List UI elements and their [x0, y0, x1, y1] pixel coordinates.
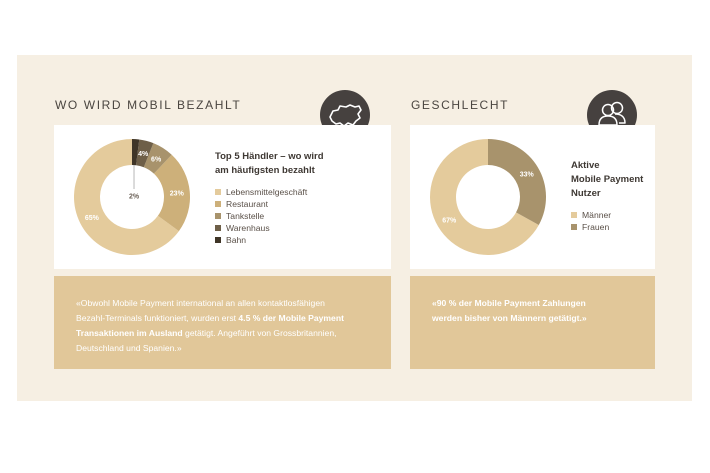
quote-text: Bezahl-Terminals funktioniert, wurden erst	[76, 313, 239, 323]
legend-item	[215, 234, 307, 246]
legend-label: Männer	[582, 210, 612, 220]
slice-value-label: 67%	[442, 217, 457, 225]
slice-value-label: 2%	[128, 193, 140, 201]
legend-swatch	[571, 212, 577, 218]
legend-title-gender	[571, 159, 643, 201]
quote-box-abroad	[54, 276, 391, 369]
quote-highlight: 4.5 % der Mobile Payment	[238, 313, 344, 323]
quote-text: getätigt. Angeführt von Grossbritannien,	[182, 328, 337, 338]
slice-value-label: 65%	[84, 214, 99, 222]
legend-title-line2: Mobile Payment	[571, 174, 644, 185]
legend-title-line3: Nutzer	[571, 188, 601, 199]
legend-item	[215, 210, 307, 222]
quote-line	[76, 326, 376, 341]
legend-item	[571, 209, 611, 221]
donut-chart-merchants	[54, 125, 194, 269]
section-title-gender: GESCHLECHT	[411, 98, 510, 112]
legend-item	[215, 186, 307, 198]
legend-merchants	[215, 186, 307, 246]
quote-line: werden bisher von Männern getätigt.»	[432, 313, 587, 323]
legend-gender	[571, 209, 611, 233]
legend-title-merchants	[215, 150, 324, 178]
legend-label: Bahn	[226, 235, 247, 245]
section-title-where: WO WIRD MOBIL BEZAHLT	[55, 98, 242, 112]
legend-label: Restaurant	[226, 199, 269, 209]
legend-label: Warenhaus	[226, 223, 270, 233]
legend-label: Frauen	[582, 222, 610, 232]
legend-swatch	[571, 224, 577, 230]
slice-value-label: 33%	[519, 171, 534, 179]
legend-title-line1: Aktive	[571, 160, 600, 171]
legend-swatch	[215, 213, 221, 219]
legend-item	[571, 221, 611, 233]
quote-line: Deutschland und Spanien.»	[76, 343, 182, 353]
legend-item	[215, 198, 307, 210]
legend-title-line1: Top 5 Händler – wo wird	[215, 151, 324, 162]
legend-swatch	[215, 237, 221, 243]
legend-swatch	[215, 225, 221, 231]
legend-label: Tankstelle	[226, 211, 265, 221]
quote-line	[76, 311, 376, 326]
donut-slice-frauen	[488, 139, 546, 225]
slice-value-label: 6%	[151, 156, 162, 164]
slice-value-label: 4%	[138, 150, 149, 158]
legend-swatch	[215, 189, 221, 195]
legend-title-line2: am häufigsten bezahlt	[215, 165, 315, 176]
quote-line: «90 % der Mobile Payment Zahlungen	[432, 298, 586, 308]
slice-value-label: 23%	[169, 190, 184, 198]
legend-item	[215, 222, 307, 234]
donut-chart-gender	[410, 125, 550, 269]
quote-line: «Obwohl Mobile Payment international an allen kontaktlosfähigen	[76, 298, 325, 308]
legend-label: Lebensmittelgeschäft	[226, 187, 308, 197]
quote-highlight: Transaktionen im Ausland	[76, 328, 183, 338]
quote-box-men	[410, 276, 655, 369]
legend-swatch	[215, 201, 221, 207]
